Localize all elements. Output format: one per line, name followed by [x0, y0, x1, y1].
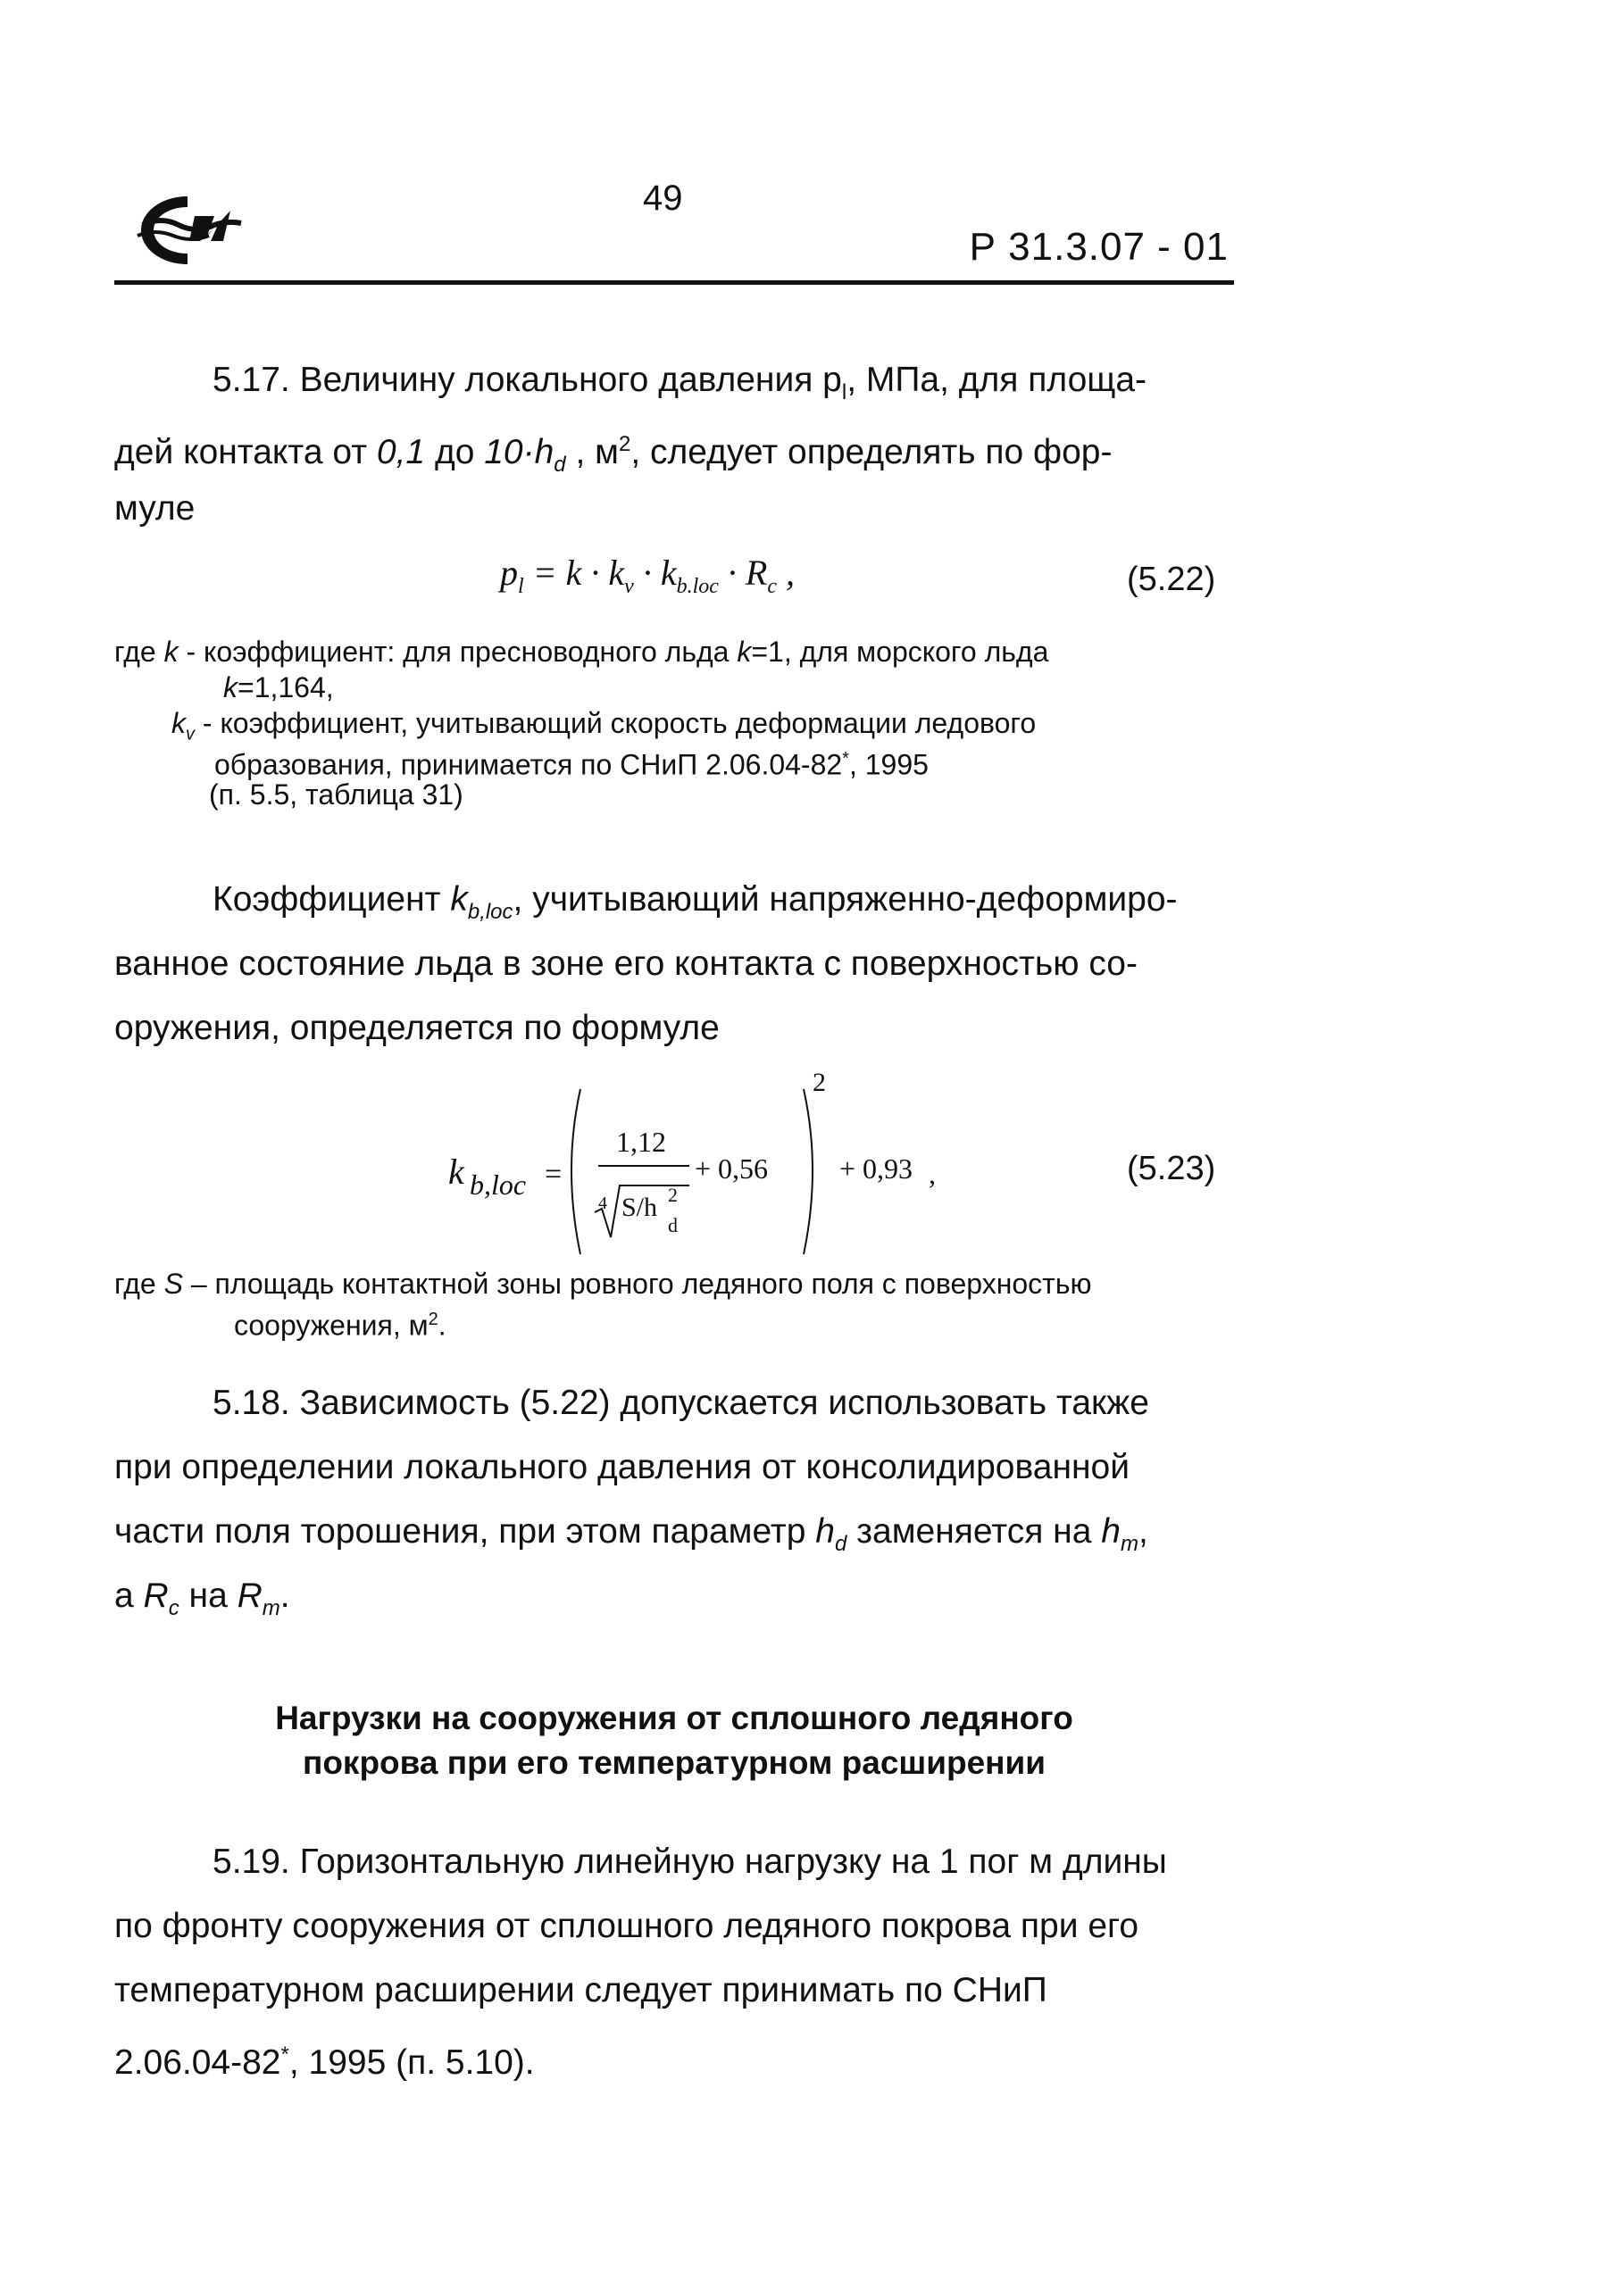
definition-s-cont	[234, 1302, 446, 1343]
text: ,	[1138, 1512, 1148, 1551]
subscript: c	[168, 1595, 179, 1620]
paragraph-5-18	[114, 1371, 1222, 1628]
subscript: v	[624, 575, 634, 598]
text-line: температурном расширении следует принимать по СНиП	[114, 1971, 1047, 2009]
text: где	[114, 636, 164, 668]
definition-k	[114, 634, 1048, 670]
text-line	[114, 1500, 1222, 1564]
section-heading	[114, 1696, 1234, 1785]
text: образования, принимается по СНиП 2.06.04-82	[214, 748, 843, 781]
text: , следует определять по фор-	[630, 433, 1113, 471]
text: , 1995	[848, 748, 929, 781]
symbol: R	[237, 1576, 263, 1615]
superscript: 2	[428, 1310, 438, 1329]
definition-s	[114, 1266, 1091, 1302]
symbol: k	[163, 636, 179, 668]
text-line: 5.19. Горизонтальную линейную нагрузку на 1 пог м длины	[213, 1843, 1167, 1881]
text-line: при определении локального давления от консолидированной	[114, 1448, 1130, 1486]
text: , 1995 (п. 5.10).	[288, 2043, 535, 2082]
subscript: l	[518, 575, 524, 598]
text-line: оружения, определяется по формуле	[114, 1009, 720, 1047]
text-line: ванное состояние льда в зоне его контакта с поверхностью со-	[114, 944, 1138, 983]
header-rule	[114, 280, 1234, 285]
text-line	[114, 868, 1222, 932]
subscript: l	[841, 379, 847, 404]
superscript: *	[280, 2042, 289, 2067]
text: .	[438, 1309, 446, 1342]
heading-line: покрова при его температурном расширении	[302, 1744, 1046, 1781]
symbol: h	[1101, 1512, 1121, 1551]
text-line	[114, 412, 1222, 477]
equation-number: (5.23)	[1127, 1150, 1216, 1187]
text: 5.17. Величину локального давления p	[213, 361, 842, 399]
organization-logo	[125, 189, 250, 270]
text-line: муле	[114, 489, 196, 528]
equation-number: (5.22)	[1127, 561, 1216, 598]
symbol: S	[163, 1268, 183, 1300]
document-number: Р 31.3.07 - 01	[969, 225, 1229, 269]
text: , м	[565, 433, 619, 471]
symbol: h	[815, 1512, 835, 1551]
subscript: m	[262, 1595, 280, 1620]
symbol: k	[450, 880, 468, 919]
text: дей контакта от	[114, 433, 377, 471]
text-line	[114, 1564, 1222, 1628]
text: · k	[633, 553, 677, 593]
text: где	[114, 1268, 164, 1300]
text: части поля торошения, при этом параметр	[114, 1512, 816, 1551]
root-index: 4	[598, 1194, 607, 1213]
subscript: b.loc	[676, 575, 719, 598]
subscript: m	[1120, 1531, 1138, 1556]
formula-5-23	[429, 1062, 1000, 1268]
text: , учитывающий напряженно-деформиро-	[513, 880, 1178, 919]
text: · R	[718, 553, 768, 593]
right-paren	[804, 1089, 813, 1254]
paragraph-5-19	[114, 1830, 1222, 2087]
text: =1,164,	[238, 671, 334, 703]
italic-text: 0,1	[376, 433, 426, 471]
text: а	[114, 1576, 144, 1615]
paragraph-5-17	[114, 348, 1222, 541]
symbol: k	[223, 671, 238, 703]
text: - коэффициент: для пресноводного льда	[178, 636, 738, 668]
text: сооружения, м	[234, 1309, 429, 1342]
subscript: d	[834, 1531, 847, 1556]
text: до	[425, 433, 485, 471]
text: на	[179, 1576, 238, 1615]
text: p	[500, 553, 518, 593]
text-line: 5.18. Зависимость (5.22) допускается использовать также	[213, 1384, 1149, 1422]
definition-kv-ref: (п. 5.5, таблица 31)	[209, 778, 463, 811]
radicand-sup: 2	[668, 1184, 678, 1206]
text: заменяется на	[846, 1512, 1102, 1551]
subscript: b,loc	[467, 899, 513, 924]
text: Коэффициент	[213, 880, 451, 919]
text: 2.06.04-82	[114, 2043, 281, 2082]
symbol: k	[737, 636, 752, 668]
text: .	[279, 1576, 290, 1615]
subscript: c	[767, 575, 778, 598]
lhs-k: k	[448, 1152, 464, 1192]
text-line: по фронту сооружения от сплошного ледяного покрова при его	[114, 1907, 1139, 1945]
lhs-subscript: b,loc	[470, 1169, 527, 1201]
paragraph-kbloc	[114, 868, 1222, 1061]
text: , МПа, для площа-	[846, 361, 1147, 399]
subscript: d	[554, 452, 566, 477]
superscript: 2	[618, 432, 631, 456]
symbol: k	[171, 707, 186, 739]
text: = k · k	[523, 553, 625, 593]
definition-k-sea	[223, 670, 334, 705]
radicand-sub: d	[668, 1214, 678, 1236]
text-line	[114, 348, 1222, 412]
page-number: 49	[643, 179, 683, 218]
equals-sign: =	[545, 1158, 563, 1191]
symbol: R	[143, 1576, 169, 1615]
plus-term-2: + 0,93	[839, 1152, 913, 1185]
text: =1, для морского льда	[751, 636, 1049, 668]
numerator: 1,12	[616, 1126, 666, 1158]
plus-term-1: + 0,56	[695, 1152, 769, 1185]
comma: ,	[929, 1158, 936, 1190]
italic-text: 10·h	[484, 433, 555, 471]
text: – площадь контактной зоны ровного ледяного поля с поверхностью	[182, 1268, 1092, 1300]
power: 2	[813, 1068, 826, 1097]
text: ,	[777, 553, 796, 593]
left-paren	[571, 1089, 580, 1254]
text-line	[114, 2023, 1222, 2087]
heading-line: Нагрузки на сооружения от сплошного ледяного	[275, 1700, 1073, 1736]
text: - коэффициент, учитывающий скорость деформации ледового	[195, 707, 1037, 739]
radicand: S/h	[621, 1193, 658, 1222]
superscript: *	[842, 749, 849, 769]
subscript: v	[186, 724, 195, 745]
formula-5-22	[500, 552, 795, 599]
